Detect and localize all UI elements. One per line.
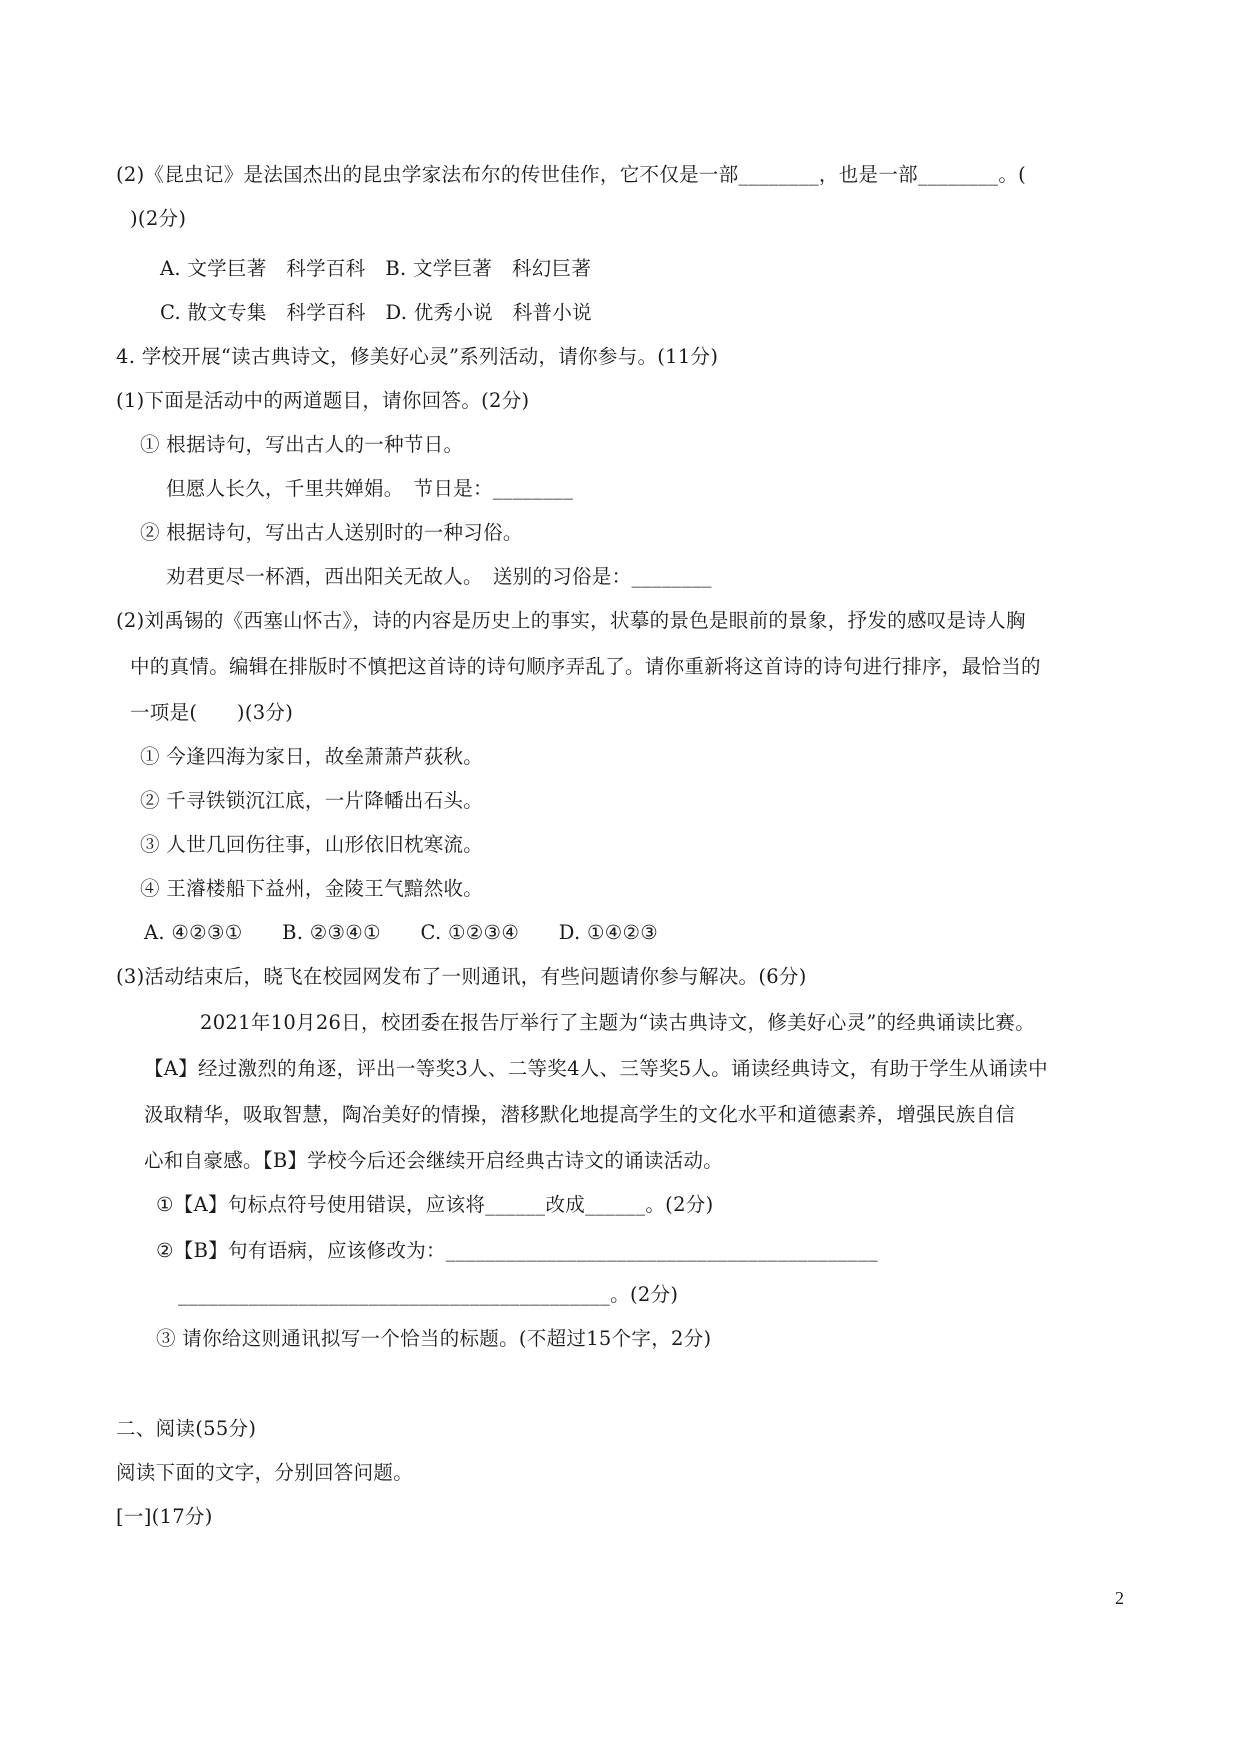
section-2-part-1: [一](17分)	[116, 1505, 213, 1528]
verse-3: ③ 人世几回伤往事，山形依旧枕寒流。	[140, 833, 484, 856]
question-4-1-item1-prompt: ① 根据诗句，写出古人的一种节日。	[140, 433, 464, 456]
task-2-line1: ②【B】句有语病，应该修改为：___________________________________________	[156, 1239, 878, 1262]
verse-1: ① 今逢四海为家日，故垒萧萧芦荻秋。	[140, 745, 484, 768]
task-1: ①【A】句标点符号使用错误，应该将______改成______。(2分)	[156, 1193, 714, 1216]
news-line-3: 汲取精华，吸取智慧，陶冶美好的情操，潜移默化地提高学生的文化水平和道德素养，增强民族自信	[144, 1103, 1016, 1126]
news-line-1: 2021年10月26日，校团委在报告厅举行了主题为“读古典诗文，修美好心灵”的经典诵读比赛。	[200, 1011, 1035, 1034]
question-4-1-item2-line: 劝君更尽一杯酒，西出阳关无故人。 送别的习俗是：________	[166, 565, 712, 588]
section-2-instruction: 阅读下面的文字，分别回答问题。	[116, 1461, 414, 1484]
verse-2: ② 千寻铁锁沉江底，一片降幡出石头。	[140, 789, 484, 812]
question-3-2-line1: (2)《昆虫记》是法国杰出的昆虫学家法布尔的传世佳作，它不仅是一部________，也是一部________。(	[116, 163, 1027, 186]
question-4-1-item1-line: 但愿人长久，千里共婵娟。 节日是：________	[166, 477, 574, 500]
question-3-2-line2: )(2分)	[130, 207, 187, 230]
section-2-title: 二、阅读(55分)	[116, 1417, 257, 1440]
question-4-1-header: (1)下面是活动中的两道题目，请你回答。(2分)	[116, 389, 530, 412]
question-4-2-line2: 中的真情。编辑在排版时不慎把这首诗的诗句顺序弄乱了。请你重新将这首诗的诗句进行排序，最恰当的	[130, 655, 1041, 678]
page-number: 2	[1115, 1588, 1124, 1608]
question-4-2-line1: (2)刘禹锡的《西塞山怀古》，诗的内容是历史上的事实，状摹的景色是眼前的景象，抒发的感叹是诗人胸	[116, 609, 1026, 632]
question-4-3-header: (3)活动结束后，晓飞在校园网发布了一则通讯，有些问题请你参与解决。(6分)	[116, 965, 807, 988]
task-3: ③ 请你给这则通讯拟写一个恰当的标题。(不超过15个字，2分)	[156, 1327, 712, 1350]
question-3-2-options-ab: A. 文学巨著 科学百科 B. 文学巨著 科幻巨著	[160, 257, 592, 280]
verse-4: ④ 王濬楼船下益州，金陵王气黯然收。	[140, 877, 484, 900]
task-2-line2: ___________________________________________。(2分)	[178, 1283, 679, 1306]
question-4-2-options: A. ④②③① B. ②③④① C. ①②③④ D. ①④②③	[144, 921, 659, 944]
news-line-4: 心和自豪感。【B】学校今后还会继续开启经典古诗文的诵读活动。	[144, 1149, 724, 1172]
question-4-header: 4. 学校开展“读古典诗文，修美好心灵”系列活动，请你参与。(11分)	[116, 345, 719, 368]
question-4-2-line3: 一项是( )(3分)	[130, 701, 294, 724]
question-3-2-options-cd: C. 散文专集 科学百科 D. 优秀小说 科普小说	[160, 301, 592, 324]
question-4-1-item2-prompt: ② 根据诗句，写出古人送别时的一种习俗。	[140, 521, 523, 544]
news-line-2: 【A】经过激烈的角逐，评出一等奖3人、二等奖4人、三等奖5人。诵读经典诗文，有助于学生从诵读中	[144, 1057, 1048, 1080]
